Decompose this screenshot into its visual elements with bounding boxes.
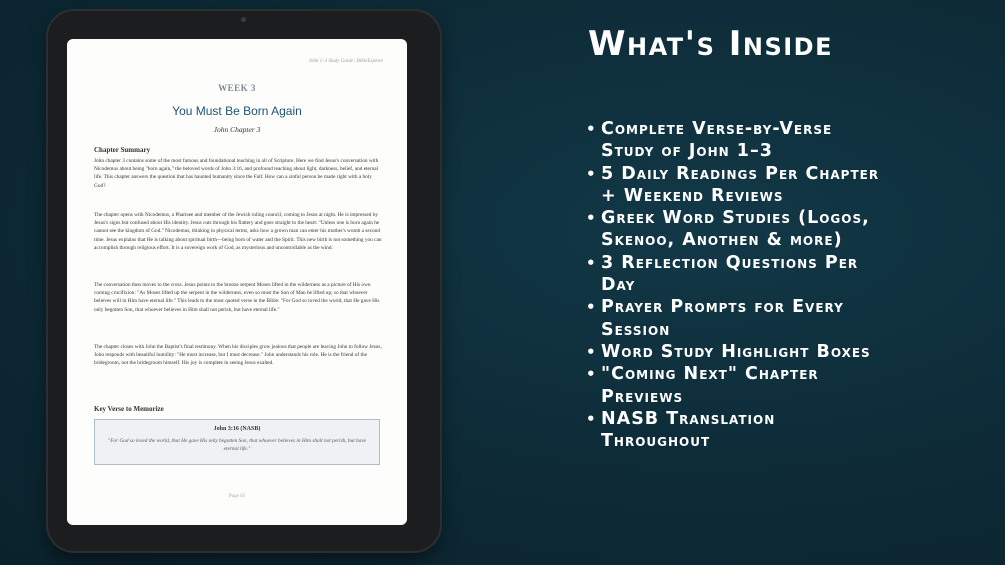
chapter-summary-heading: Chapter Summary [94, 146, 151, 154]
tablet-screen [67, 39, 407, 525]
summary-paragraph-3: The conversation then moves to the cross. Jesus points to the bronze serpent Moses lifted in the wilderness as a picture of His own coming crucifixion: "As Moses lifted up the serpent in the wilderness, even so must the Son of Man be lifted up; so that whoever believes will in Him have eternal life." This leads to the most quoted verse in the Bible: "For God so loved the world, that He gave His only begotten Son, that whoever believes in Him shall not perish, but have eternal life." [94, 282, 380, 313]
bullet-icon: • [586, 342, 597, 361]
feature-item [583, 163, 883, 208]
summary-paragraph-1: John chapter 3 contains some of the most famous and foundational teaching in all of Scripture. Here we find Jesus's conversation with Nicodemus about being "born again," the beloved words of John 3:16, and profound teaching about light, darkness, belief, and eternal life. This chapter answers the question that has haunted humanity since the Fall: How can a sinful person be made right with a holy God? [94, 158, 379, 189]
summary-paragraph-2: The chapter opens with Nicodemus, a Pharisee and member of the Jewish ruling council, coming to Jesus at night. He is impressed by Jesus's signs but confused about His identity. Jesus cuts through his flattery and goes straight to the heart: "Unless one is born again he cannot see the kingdom of God." Nicodemus, thinking in physical terms, asks how a grown man can enter his mother's womb a second time. Jesus explains that He is talking about spiritual birth—being born of water and the Spirit. This new birth is not something you can accomplish through religious effort. It is a sovereign work of God, as mysterious and uncontrollable as the wind. [94, 212, 382, 251]
feature-text: 5 Daily Readings Per Chapter + Weekend Reviews [601, 163, 880, 206]
feature-item [583, 341, 883, 363]
summary-paragraph-4: The chapter closes with John the Baptist's final testimony. When his disciples grow jealous that people are leaving John to follow Jesus, John responds with beautiful humility: "He must increase, but I must decrease." John understands his role. He is the friend of the bridegroom, not the bridegroom himself. His joy is complete in seeing Jesus exalted. [94, 344, 382, 367]
feature-item [583, 207, 883, 252]
bullet-icon: • [586, 365, 597, 384]
feature-item [583, 408, 883, 453]
feature-text: Word Study Highlight Boxes [601, 341, 871, 362]
feature-list [583, 118, 883, 452]
bullet-icon: • [586, 120, 597, 138]
feature-item [583, 252, 883, 297]
feature-text: Complete Verse-by-Verse Study of John 1–3 [601, 119, 833, 162]
verse-reference: John 3:16 (NASB) [213, 426, 261, 432]
feature-text: "Coming Next" Chapter Previews [601, 364, 819, 407]
bullet-icon: • [586, 298, 597, 317]
feature-text: 3 Reflection Questions Per Day [601, 252, 859, 296]
bullet-icon: • [586, 209, 597, 228]
tablet-device [48, 11, 440, 551]
document-subtitle: John Chapter 3 [213, 125, 261, 134]
bullet-icon: • [586, 164, 597, 183]
key-verse-heading: Key Verse to Memorize [94, 405, 164, 413]
whats-inside-heading: What's Inside [588, 24, 833, 64]
camera-dot [241, 17, 246, 22]
verse-text: "For God so loved the world, that He gave His only begotten Son, that whoever believes in Him shall not perish, but have eternal life." [107, 438, 367, 452]
document-header: John 1–3 Study Guide | BibleExplore [308, 59, 383, 64]
feature-item [583, 296, 883, 341]
bullet-icon: • [586, 253, 597, 272]
document-title: You Must Be Born Again [172, 104, 302, 118]
key-verse-box [94, 419, 380, 465]
page-number: Page 65 [228, 494, 246, 499]
feature-text: Prayer Prompts for Every Session [601, 297, 844, 340]
week-label: WEEK 3 [218, 83, 256, 93]
feature-text: NASB Translation Throughout [601, 408, 776, 452]
bullet-icon: • [586, 409, 597, 428]
feature-text: Greek Word Studies (Logos, Skenoo, Anothen & more) [601, 208, 870, 251]
feature-item [583, 363, 883, 408]
feature-item [583, 118, 883, 163]
